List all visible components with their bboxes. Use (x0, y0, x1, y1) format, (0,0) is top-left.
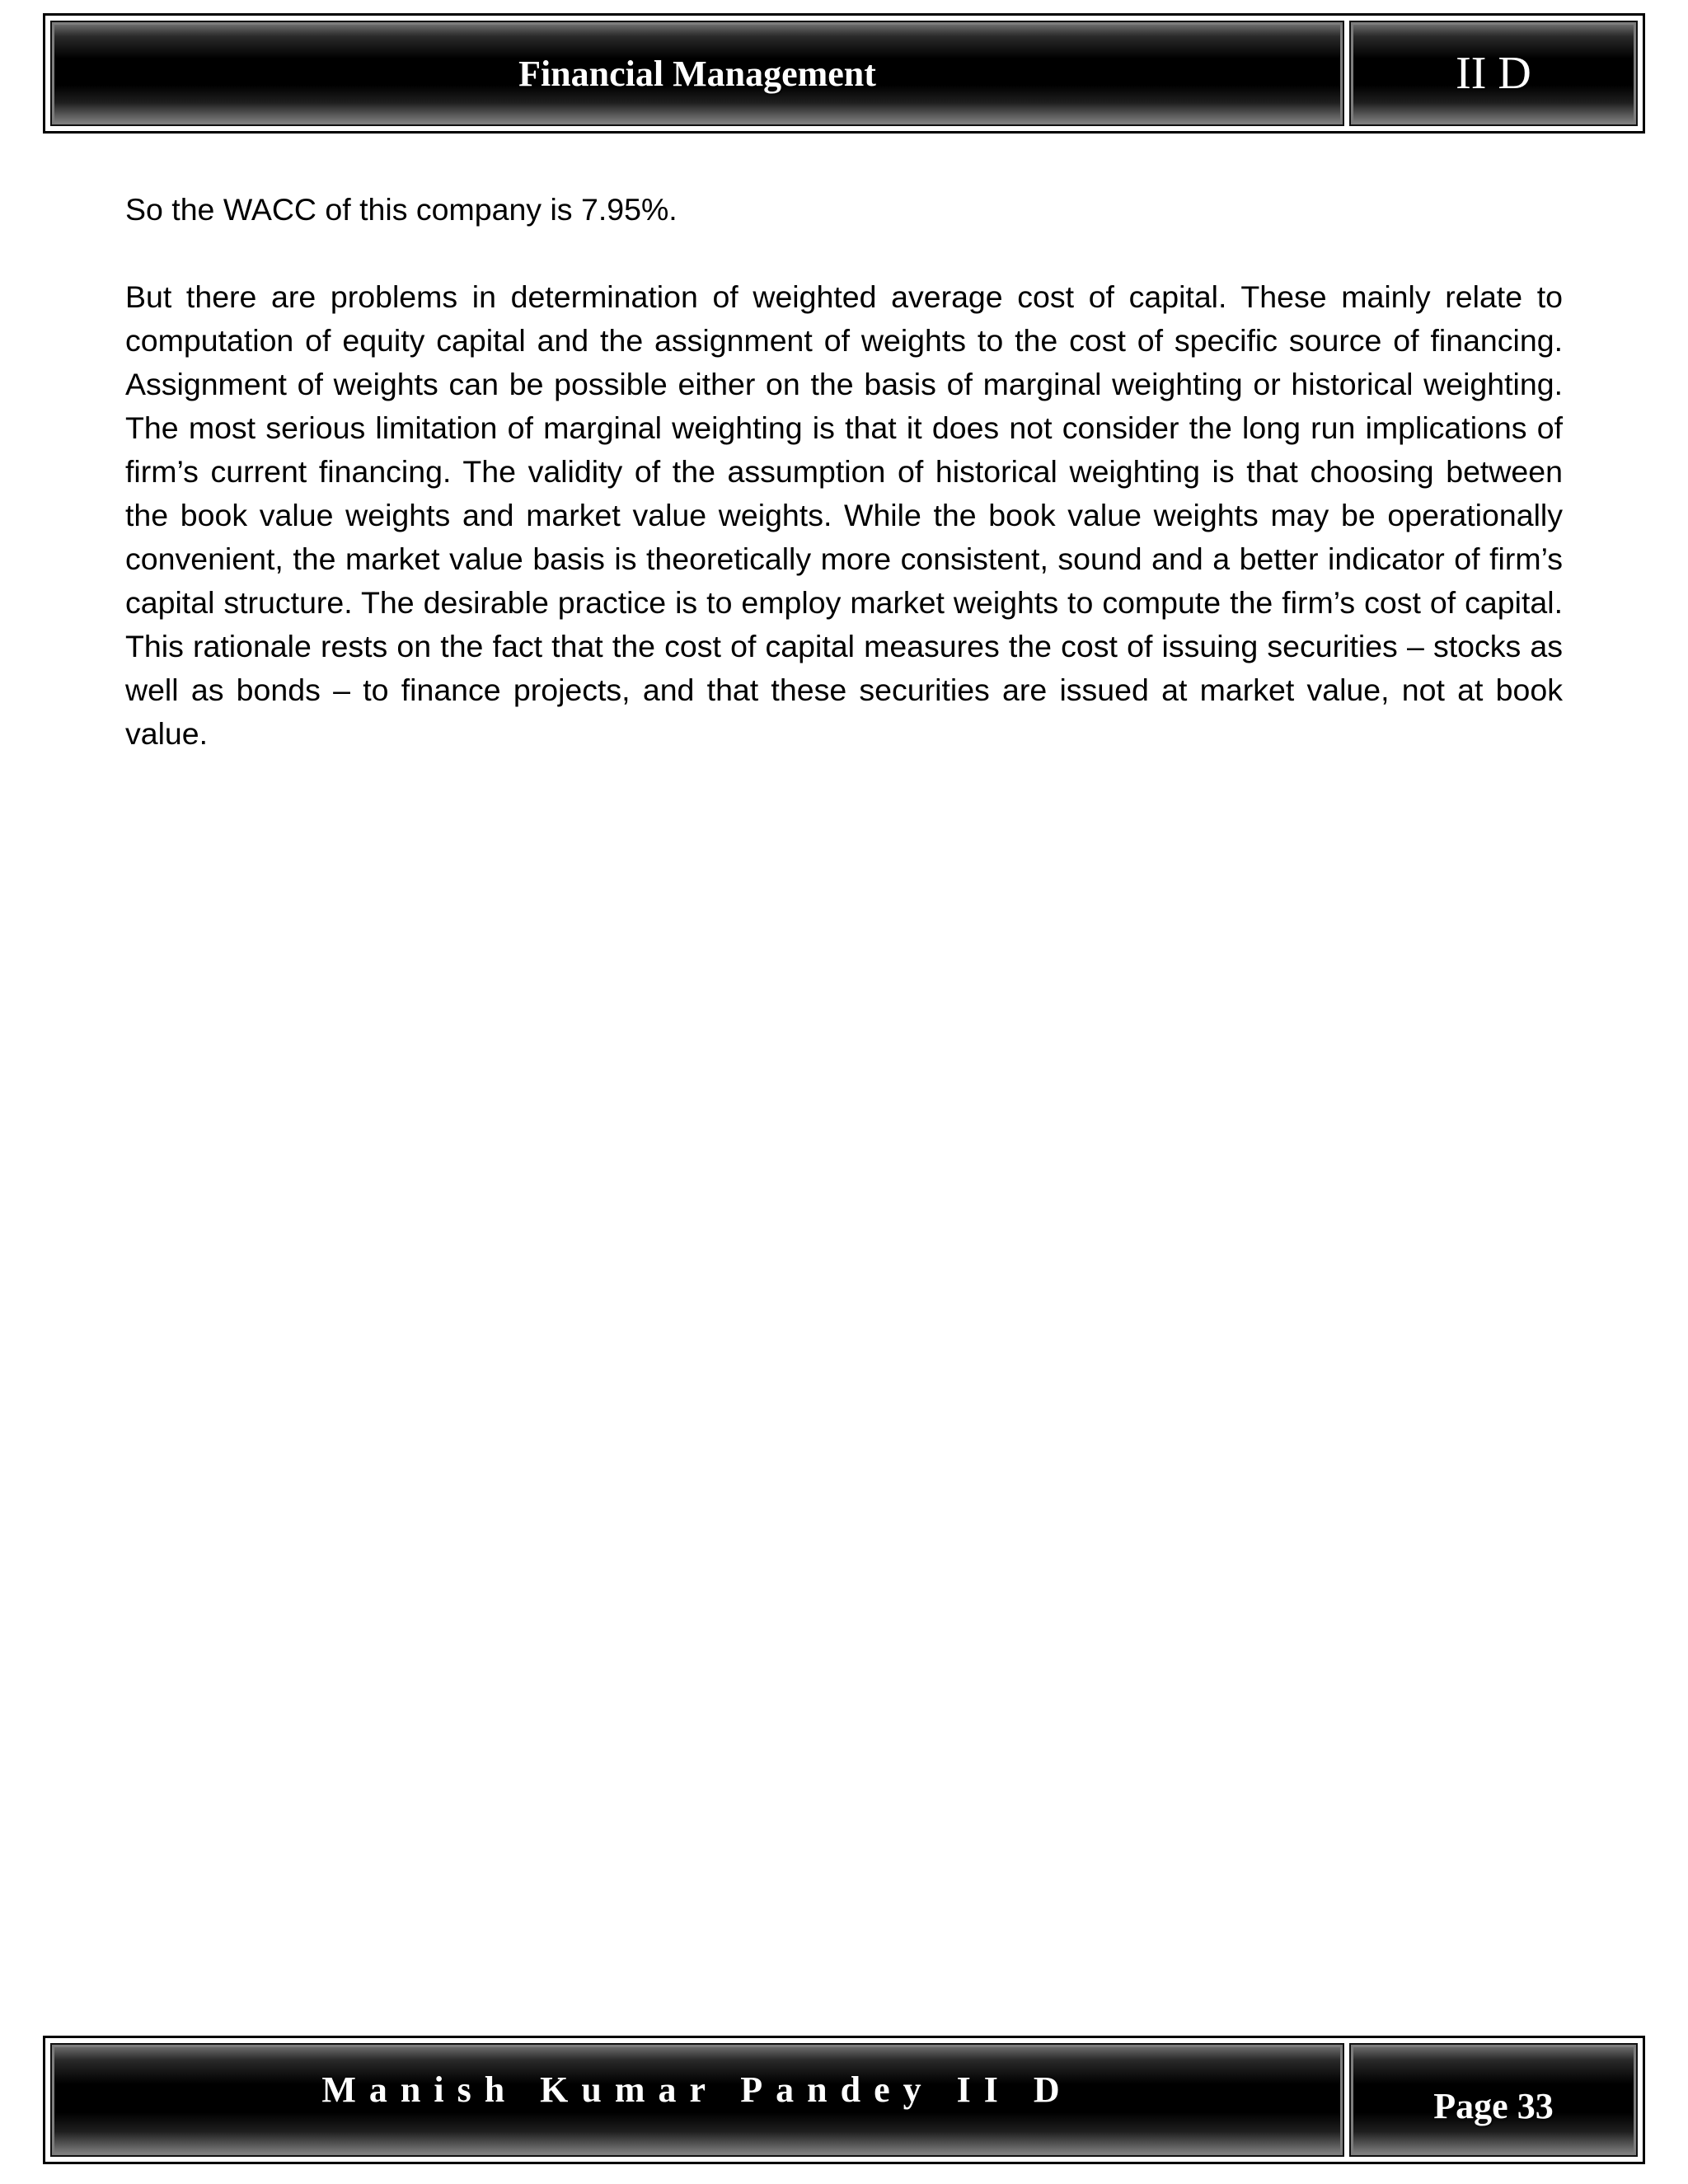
header-title: Financial Management (52, 22, 1343, 124)
page-footer (43, 2036, 1645, 2164)
paragraph-wacc-result: So the WACC of this company is 7.95%. (125, 192, 678, 227)
page-header (43, 13, 1645, 134)
footer-author: Manish Kumar Pandey II D (52, 2045, 1343, 2155)
header-section: II D (1351, 22, 1636, 124)
document-body (125, 188, 1563, 799)
page-number: Page 33 (1351, 2045, 1636, 2155)
paragraph-wacc-problems: But there are problems in determination of weighted average cost of capital. These mainly relate to computation of equity capital and the assignment of weights to the cost of specific source of financing. Assignment of weights can be possible either on the basis of marginal weighting or historical weighting. The most serious limitation of marginal weighting is that it does not consider the long run implications of firm’s current financing. The validity of the assumption of historical weighting is that choosing between the book value weights and market value weights. While the book value weights may be operationally convenient, the market value basis is theoretically more consistent, sound and a better indicator of firm’s capital structure. The desirable practice is to employ market weights to compute the firm’s cost of capital. This rationale rests on the fact that the cost of capital measures the cost of issuing securities – stocks as well as bonds – to finance projects, and that these securities are issued at market value, not at book value. (125, 279, 1563, 751)
